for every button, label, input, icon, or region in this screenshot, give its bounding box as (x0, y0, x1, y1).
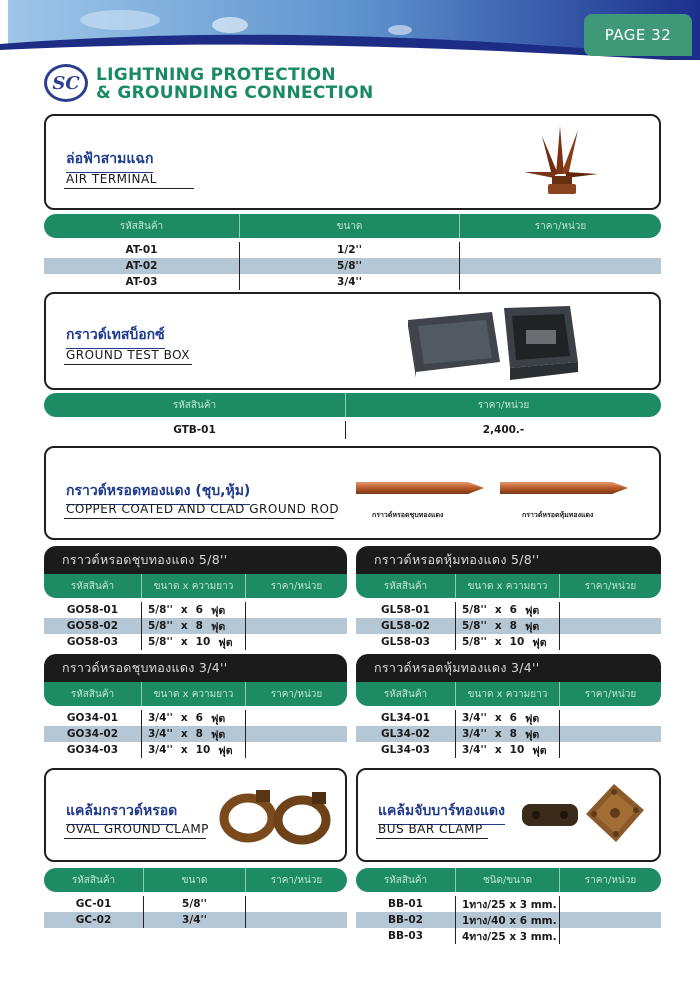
test-box-title-en: GROUND TEST BOX (66, 348, 190, 362)
go34-table-header (44, 682, 347, 706)
product-size-length: 3/4'' x 6 ฟุต (456, 710, 560, 726)
col-header-price: ราคา/หน่วย (270, 580, 323, 592)
test-box-table (44, 421, 661, 439)
table-row (44, 258, 661, 274)
table-row (44, 242, 661, 258)
col-header-code: รหัสสินค้า (44, 574, 142, 598)
product-size: 3/4'' (240, 274, 460, 290)
col-header-code: รหัสสินค้า (44, 868, 144, 892)
ground-test-box-image (402, 302, 586, 384)
col-header-code: รหัสสินค้า (356, 868, 456, 892)
product-price (246, 618, 347, 634)
col-header-code: รหัสสินค้า (356, 682, 456, 706)
product-price (560, 742, 661, 758)
gl58-table-header (356, 574, 661, 598)
product-type-size: 1ทาง/40 x 6 mm. (456, 912, 560, 928)
product-price (560, 710, 661, 726)
product-price (246, 602, 347, 618)
product-price (246, 742, 347, 758)
product-size-length: 5/8'' x 10 ฟุต (456, 634, 560, 650)
product-code: GL34-01 (356, 710, 456, 726)
air-terminal-title-th: ล่อฟ้าสามแฉก (66, 148, 153, 170)
clad-rod-image (500, 478, 630, 498)
product-size-length: 5/8'' x 8 ฟุต (142, 618, 246, 634)
table-row (356, 618, 661, 634)
product-code: GL34-02 (356, 726, 456, 742)
product-code: GO58-03 (44, 634, 142, 650)
product-size-length: 3/4'' x 10 ฟุต (456, 742, 560, 758)
product-type-size: 4ทาง/25 x 3 mm. (456, 928, 560, 944)
title-line-1: LIGHTNING PROTECTION (96, 65, 336, 85)
product-code: GL58-02 (356, 618, 456, 634)
product-price (560, 634, 661, 650)
ground-rod-title-th: กราวด์หรอดทองแดง (ชุบ,หุ้ม) (66, 480, 250, 502)
product-price (560, 928, 661, 944)
col-header-price: ราคา/หน่วย (584, 580, 637, 592)
clad-rod-caption: กราวด์หรอดหุ้มทองแดง (522, 511, 594, 519)
air-terminal-table-header (44, 214, 661, 238)
sc-logo: SC (44, 64, 88, 102)
gl58-section-title: กราวด์หรอดหุ้มทองแดง 5/8'' (356, 546, 661, 574)
table-row (44, 602, 347, 618)
product-size-length: 5/8'' x 10 ฟุต (142, 634, 246, 650)
product-code: GL34-03 (356, 742, 456, 758)
col-header-code: รหัสสินค้า (44, 214, 240, 238)
product-code: GO58-02 (44, 618, 142, 634)
product-code: GO34-03 (44, 742, 142, 758)
table-row (44, 274, 661, 290)
product-size-length: 3/4'' x 10 ฟุต (142, 742, 246, 758)
ground-rod-card (44, 446, 661, 540)
header-banner (0, 0, 700, 60)
product-price (246, 634, 347, 650)
gl34-table-header (356, 682, 661, 706)
table-row (356, 742, 661, 758)
table-row (356, 602, 661, 618)
table-row (356, 912, 661, 928)
bus-clamp-title-en: BUS BAR CLAMP (378, 822, 483, 836)
product-size: 1/2'' (240, 242, 460, 258)
product-price (460, 242, 661, 258)
title-line-2: & GROUNDING CONNECTION (96, 83, 374, 103)
air-terminal-image (516, 120, 606, 204)
product-code: GC-02 (44, 912, 144, 928)
test-box-table-header (44, 393, 661, 417)
col-header-code: รหัสสินค้า (356, 574, 456, 598)
title-underline (64, 838, 206, 839)
product-price (460, 258, 661, 274)
col-header-price: ราคา/หน่วย (270, 874, 323, 886)
go58-table-header (44, 574, 347, 598)
col-header-price: ราคา/หน่วย (477, 399, 530, 411)
go58-table (44, 602, 347, 650)
product-code: GO34-02 (44, 726, 142, 742)
product-price (460, 274, 661, 290)
coated-rod-caption: กราวด์หรอดชุบทองแดง (372, 511, 444, 519)
table-row (44, 618, 347, 634)
table-row (44, 912, 347, 928)
col-header-price: ราคา/หน่วย (584, 688, 637, 700)
col-header-size-length: ขนาด x ความยาว (142, 682, 246, 706)
title-underline (64, 364, 192, 365)
product-code: BB-03 (356, 928, 456, 944)
product-price (560, 912, 661, 928)
product-price (560, 618, 661, 634)
product-code: GO58-01 (44, 602, 142, 618)
table-row (44, 421, 661, 439)
product-size-length: 5/8'' x 6 ฟุต (142, 602, 246, 618)
col-header-size-length: ขนาด x ความยาว (142, 574, 246, 598)
table-row (44, 896, 347, 912)
gl34-section-title: กราวด์หรอดหุ้มทองแดง 3/4'' (356, 654, 661, 682)
product-code: GL58-03 (356, 634, 456, 650)
table-row (44, 726, 347, 742)
col-header-code: รหัสสินค้า (44, 682, 142, 706)
product-size-length: 5/8'' x 8 ฟุต (456, 618, 560, 634)
oval-clamp-title-th: แคล้มกราวด์หรอด (66, 800, 177, 822)
product-code: GTB-01 (44, 421, 346, 439)
bus-bar-clamp-card (356, 768, 661, 862)
air-terminal-table (44, 242, 661, 290)
title-underline (64, 518, 334, 519)
bus-bar-clamp-image (518, 780, 648, 854)
col-header-price: ราคา/หน่วย (270, 688, 323, 700)
col-header-size-length: ขนาด x ความยาว (456, 574, 560, 598)
product-code: GO34-01 (44, 710, 142, 726)
product-size-length: 3/4'' x 8 ฟุต (456, 726, 560, 742)
gl34-table (356, 710, 661, 758)
table-row (356, 634, 661, 650)
table-row (356, 726, 661, 742)
bus-clamp-table (356, 896, 661, 944)
product-code: AT-03 (44, 274, 240, 290)
go58-section-title: กราวด์หรอดชุบทองแดง 5/8'' (44, 546, 347, 574)
oval-clamp-card (44, 768, 347, 862)
product-size: 3/4'' (144, 912, 246, 928)
product-price (560, 602, 661, 618)
go34-table (44, 710, 347, 758)
air-terminal-card (44, 114, 661, 210)
col-header-price: ราคา/หน่วย (584, 874, 637, 886)
col-header-price: ราคา/หน่วย (534, 220, 587, 232)
col-header-size-length: ขนาด x ความยาว (456, 682, 560, 706)
table-row (44, 710, 347, 726)
product-size-length: 3/4'' x 8 ฟุต (142, 726, 246, 742)
product-size-length: 3/4'' x 6 ฟุต (142, 710, 246, 726)
product-code: BB-01 (356, 896, 456, 912)
col-header-type-size: ชนิด/ขนาด (456, 868, 560, 892)
gl58-table (356, 602, 661, 650)
product-code: BB-02 (356, 912, 456, 928)
product-price (246, 896, 347, 912)
oval-clamp-title-en: OVAL GROUND CLAMP (66, 822, 209, 836)
col-header-size: ขนาด (144, 868, 246, 892)
table-row (356, 710, 661, 726)
table-row (44, 742, 347, 758)
coated-rod-image (356, 478, 486, 498)
go34-section-title: กราวด์หรอดชุบทองแดง 3/4'' (44, 654, 347, 682)
product-price (246, 710, 347, 726)
product-code: GC-01 (44, 896, 144, 912)
page-number-tab: PAGE 32 (584, 14, 692, 56)
product-code: AT-01 (44, 242, 240, 258)
test-box-title-th: กราวด์เทสบ็อกซ์ (66, 324, 165, 346)
col-header-size: ขนาด (240, 214, 460, 238)
table-row (44, 634, 347, 650)
title-underline (64, 188, 194, 189)
product-size: 5/8'' (240, 258, 460, 274)
product-price (246, 726, 347, 742)
product-size: 5/8'' (144, 896, 246, 912)
title-underline (376, 838, 488, 839)
table-row (356, 928, 661, 944)
oval-clamp-image (218, 780, 336, 850)
catalog-title (96, 66, 373, 102)
product-price (560, 896, 661, 912)
product-size-length: 5/8'' x 6 ฟุต (456, 602, 560, 618)
product-type-size: 1ทาง/25 x 3 mm. (456, 896, 560, 912)
product-code: GL58-01 (356, 602, 456, 618)
ground-rod-title-en: COPPER COATED AND CLAD GROUND ROD (66, 502, 340, 516)
table-row (356, 896, 661, 912)
col-header-code: รหัสสินค้า (44, 393, 346, 417)
air-terminal-title-en: AIR TERMINAL (66, 172, 157, 186)
bus-clamp-table-header (356, 868, 661, 892)
oval-clamp-table (44, 896, 347, 928)
bus-clamp-title-th: แคล้มจับบาร์ทองแดง (378, 800, 505, 822)
product-price: 2,400.- (482, 424, 525, 436)
product-price (560, 726, 661, 742)
product-price (246, 912, 347, 928)
product-code: AT-02 (44, 258, 240, 274)
ground-test-box-card (44, 292, 661, 390)
oval-clamp-table-header (44, 868, 347, 892)
